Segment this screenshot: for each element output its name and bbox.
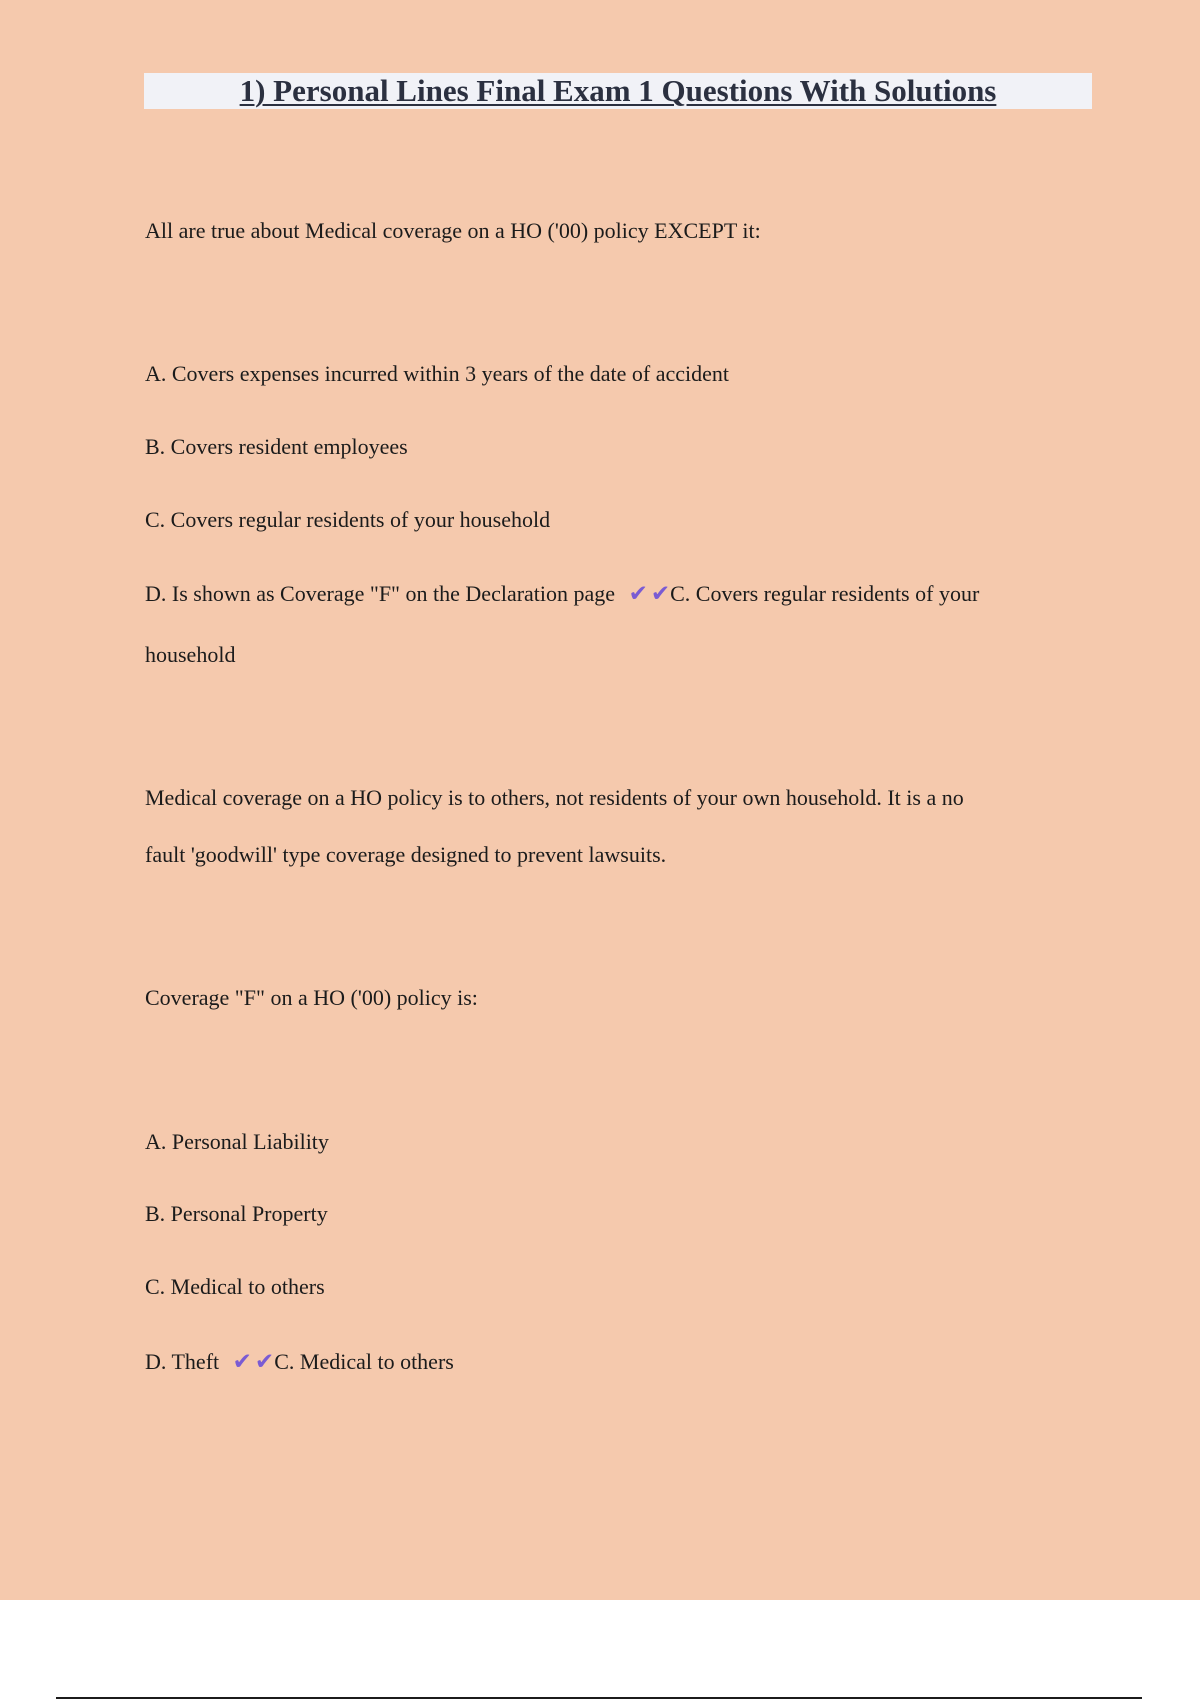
page-title: 1) Personal Lines Final Exam 1 Questions With Solutions (239, 73, 997, 108)
question-2-answer: C. Medical to others (274, 1349, 454, 1374)
question-2-option-a: A. Personal Liability (145, 1129, 329, 1154)
question-2-text: Coverage "F" on a HO ('00) policy is: (145, 985, 478, 1010)
question-1-answer-continued: household (145, 642, 236, 667)
check-icon: ✔ (628, 581, 648, 607)
question-1-option-d: D. Is shown as Coverage "F" on the Declaration page (145, 581, 616, 606)
question-2-option-c: C. Medical to others (145, 1274, 325, 1299)
question-1-option-a: A. Covers expenses incurred within 3 years of the date of accident (145, 361, 730, 386)
question-2-option-b: B. Personal Property (145, 1201, 328, 1226)
check-icon: ✔ (232, 1349, 252, 1375)
question-2-option-d-row (145, 1347, 454, 1377)
question-1-option-c: C. Covers regular residents of your household (145, 507, 551, 532)
question-1-explanation-line-2: fault 'goodwill' type coverage designed to prevent lawsuits. (145, 842, 667, 867)
footer-divider (56, 1697, 1142, 1699)
question-1-option-b: B. Covers resident employees (145, 434, 408, 459)
question-1-explanation-line-1: Medical coverage on a HO policy is to others, not residents of your own household. It is a no (145, 785, 964, 810)
check-icon: ✔ (650, 581, 671, 607)
question-1-option-d-row (145, 579, 979, 609)
question-1-answer: C. Covers regular residents of your (670, 581, 980, 606)
question-1-text: All are true about Medical coverage on a HO ('00) policy EXCEPT it: (145, 218, 761, 243)
check-icon: ✔ (254, 1349, 275, 1375)
title-banner (144, 73, 1092, 109)
question-2-option-d: D. Theft (145, 1349, 220, 1374)
